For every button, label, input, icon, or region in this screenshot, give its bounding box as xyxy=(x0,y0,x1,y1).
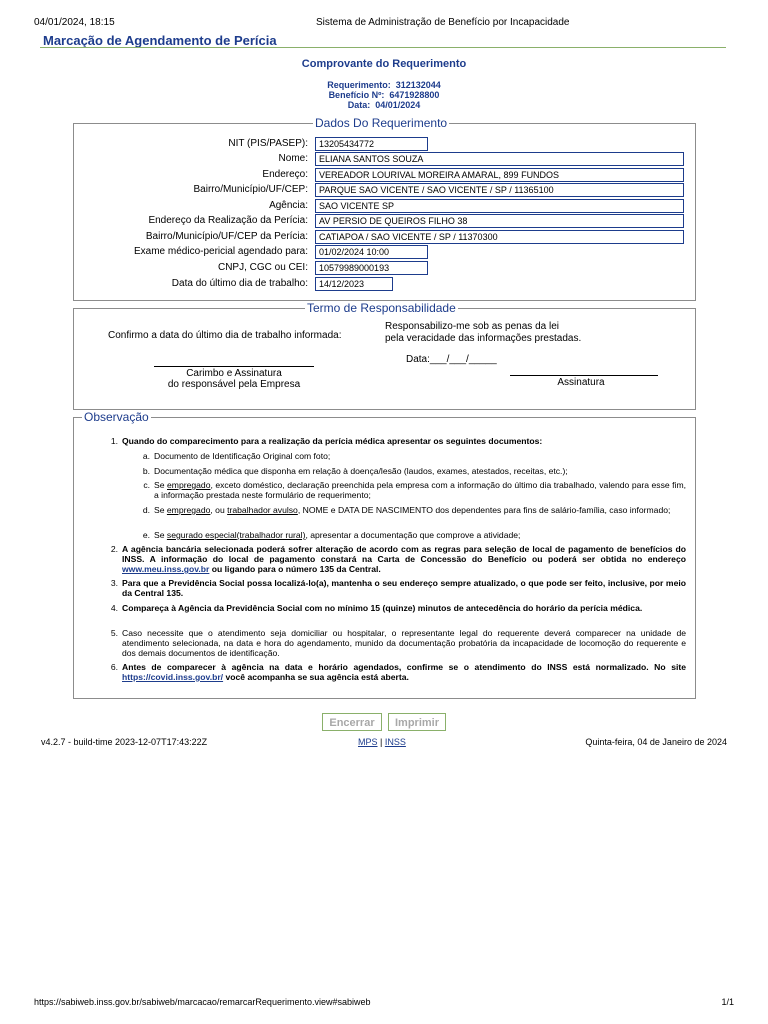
obs-sub-d-post: , NOME e DATA DE NASCIMENTO dos dependentes para fins de salário-família, caso informado; xyxy=(297,505,671,515)
page-title: Marcação de Agendamento de Perícia xyxy=(43,33,277,48)
obs-sub-e-rural: (trabalhador rural) xyxy=(236,530,306,540)
label-nit: NIT (PIS/PASEP): xyxy=(228,138,308,149)
obs-sub-e-pre: Se xyxy=(154,530,167,540)
obs-sub-d-pre: Se xyxy=(154,505,167,515)
field-endereco: VEREADOR LOURIVAL MOREIRA AMARAL, 899 FUNDOS xyxy=(315,168,684,182)
print-datetime: 04/01/2024, 18:15 xyxy=(34,17,115,28)
field-nome: ELIANA SANTOS SOUZA xyxy=(315,152,684,166)
field-cnpj: 10579989000193 xyxy=(315,261,428,275)
request-number: Requerimento: 312132044 xyxy=(327,80,441,90)
footer-date: Quinta-feira, 04 de Janeiro de 2024 xyxy=(585,737,727,747)
field-nit: 13205434772 xyxy=(315,137,428,151)
label-bairro: Bairro/Município/UF/CEP: xyxy=(193,184,308,195)
obs-sub-e-letter: e. xyxy=(142,530,150,540)
print-url: https://sabiweb.inss.gov.br/sabiweb/marcacao/remarcarRequerimento.view#sabiweb xyxy=(34,997,371,1007)
benefit-number: Benefício Nº: 6471928800 xyxy=(328,90,440,100)
obs-item-6 xyxy=(74,662,686,682)
footer-link-separator: | xyxy=(377,737,385,747)
obs-sub-c xyxy=(74,480,686,500)
field-bairro-pericia: CATIAPOA / SAO VICENTE / SP / 11370300 xyxy=(315,230,684,244)
obs-sub-e-post: , apresentar a documentação que comprove a atividade; xyxy=(305,530,521,540)
label-agencia: Agência: xyxy=(269,200,308,211)
inss-link[interactable]: INSS xyxy=(384,737,406,747)
footer-links xyxy=(358,737,406,747)
obs-item-4-number: 4. xyxy=(110,603,118,613)
obs-sub-d-empregado: empregado xyxy=(166,505,211,515)
dados-legend: Dados Do Requerimento xyxy=(315,116,448,130)
obs-sub-e xyxy=(74,530,686,540)
obs-sub-b xyxy=(74,466,686,476)
print-page-number: 1/1 xyxy=(721,997,734,1007)
carimbo-label-2: do responsável pela Empresa xyxy=(167,379,301,390)
obs-item-6-pre: Antes de comparecer à agência na data e horário agendados, confirme se o atendimento do INSS está normalizado. No site xyxy=(122,662,686,672)
confirm-text: Confirmo a data do último dia de trabalho informada: xyxy=(108,330,342,341)
carimbo-signature-line xyxy=(154,366,314,367)
field-agencia: SAO VICENTE SP xyxy=(315,199,684,213)
field-bairro: PARQUE SAO VICENTE / SAO VICENTE / SP / 11365100 xyxy=(315,183,684,197)
obs-sub-d-mid: , ou xyxy=(210,505,228,515)
assinatura-label: Assinatura xyxy=(557,377,605,388)
obs-sub-e-segurado: segurado especial xyxy=(166,530,237,540)
label-cnpj: CNPJ, CGC ou CEI: xyxy=(217,262,308,273)
obs-sub-c-empregado: empregado xyxy=(167,480,211,490)
field-exame: 01/02/2024 10:00 xyxy=(315,245,428,259)
label-nome: Nome: xyxy=(278,153,308,164)
obs-item-5-number: 5. xyxy=(110,628,118,638)
obs-sub-a-letter: a. xyxy=(142,451,150,461)
resp-line-2: pela veracidade das informações prestadas. xyxy=(385,333,582,344)
obs-item-6-text xyxy=(122,662,686,682)
obs-item-5-text: Caso necessite que o atendimento seja domiciliar ou hospitalar, o representante legal do requerente deverá comparecer na unidade de atendimento selecionada, na data e hora do agendamento, munido da documentação probatória da incapacidade de locomoção do requerente e dos demais documentos de identificação. xyxy=(122,628,686,658)
obs-sub-b-letter: b. xyxy=(142,466,150,476)
label-bairro-pericia: Bairro/Município/UF/CEP da Perícia: xyxy=(145,231,308,242)
obs-item-2-text xyxy=(122,544,686,574)
obs-sub-d xyxy=(74,505,686,515)
obs-sub-d-avulso: trabalhador avulso xyxy=(227,505,298,515)
termo-legend: Termo de Responsabilidade xyxy=(307,301,456,315)
obs-item-1-number: 1. xyxy=(110,436,118,446)
imprimir-button[interactable]: Imprimir xyxy=(388,713,446,731)
title-divider xyxy=(40,47,726,48)
encerrar-button[interactable]: Encerrar xyxy=(322,713,382,731)
obs-sub-d-letter: d. xyxy=(142,505,150,515)
system-title: Sistema de Administração de Benefício por Incapacidade xyxy=(316,17,570,28)
label-ultimo-dia: Data do último dia de trabalho: xyxy=(171,278,308,289)
obs-item-6-post: você acompanha se sua agência está aberta. xyxy=(223,672,409,682)
receipt-title: Comprovante do Requerimento xyxy=(301,58,467,70)
obs-sub-c-text xyxy=(154,480,686,500)
label-exame: Exame médico-pericial agendado para: xyxy=(134,246,308,257)
obs-sub-c-post: , exceto doméstico, declaração preenchida pela empresa com a informação do último dia trabalhado, valendo para esse fim, a informação prestada neste formulário de requerimento; xyxy=(154,480,686,500)
obs-item-4 xyxy=(74,603,686,613)
obs-item-5 xyxy=(74,628,686,658)
obs-legend: Observação xyxy=(84,410,149,424)
carimbo-label-1: Carimbo e Assinatura xyxy=(186,368,282,379)
covid-inss-link[interactable]: https://covid.inss.gov.br/ xyxy=(122,672,224,682)
obs-sub-d-text xyxy=(154,505,686,515)
obs-item-2-number: 2. xyxy=(110,544,118,554)
label-endereco-pericia: Endereço da Realização da Perícia: xyxy=(148,215,308,226)
mps-link[interactable]: MPS xyxy=(358,737,378,747)
obs-item-3-number: 3. xyxy=(110,578,118,588)
obs-item-3-text: Para que a Previdência Social possa localizá-lo(a), mantenha o seu endereço sempre atualizado, o que pode ser feito, inclusive, por meio da Central 135. xyxy=(122,578,686,598)
obs-item-2-pre: A agência bancária selecionada poderá sofrer alteração de acordo com as regras para seleção de local de pagamento de benefícios do INSS. A informação do local de pagamento constará na Carta de Concessão do Benefício ou poderá ser obtida no endereço xyxy=(122,544,686,564)
obs-sub-e-text xyxy=(154,530,686,540)
obs-item-1-text: Quando do comparecimento para a realização da perícia médica apresentar os seguintes documentos: xyxy=(122,436,543,446)
meu-inss-link[interactable]: www.meu.inss.gov.br xyxy=(122,564,210,574)
obs-sub-c-pre: Se xyxy=(154,480,167,490)
data-line: Data:___/___/_____ xyxy=(406,354,497,365)
obs-sub-a-text: Documento de Identificação Original com foto; xyxy=(154,451,331,461)
request-date: Data: 04/01/2024 xyxy=(347,100,421,110)
obs-item-4-text: Compareça à Agência da Previdência Social com no mínimo 15 (quinze) minutos de antecedência do horário da perícia médica. xyxy=(122,603,643,613)
obs-item-6-number: 6. xyxy=(110,662,118,672)
obs-item-2 xyxy=(74,544,686,574)
obs-item-3 xyxy=(74,578,686,598)
obs-sub-a xyxy=(74,451,686,461)
field-ultimo-dia: 14/12/2023 xyxy=(315,277,393,291)
label-endereco: Endereço: xyxy=(262,169,308,180)
field-endereco-pericia: AV PERSIO DE QUEIROS FILHO 38 xyxy=(315,214,684,228)
obs-sub-b-text: Documentação médica que disponha em relação à doença/lesão (laudos, exames, atestados, receitas, etc.); xyxy=(154,466,568,476)
obs-item-1 xyxy=(74,436,686,446)
assinatura-signature-line xyxy=(510,375,658,376)
resp-line-1: Responsabilizo-me sob as penas da lei xyxy=(385,321,559,332)
obs-item-2-post: ou ligando para o número 135 da Central. xyxy=(209,564,381,574)
version-info: v4.2.7 - build-time 2023-12-07T17:43:22Z xyxy=(41,737,208,747)
obs-sub-c-letter: c. xyxy=(143,480,150,490)
